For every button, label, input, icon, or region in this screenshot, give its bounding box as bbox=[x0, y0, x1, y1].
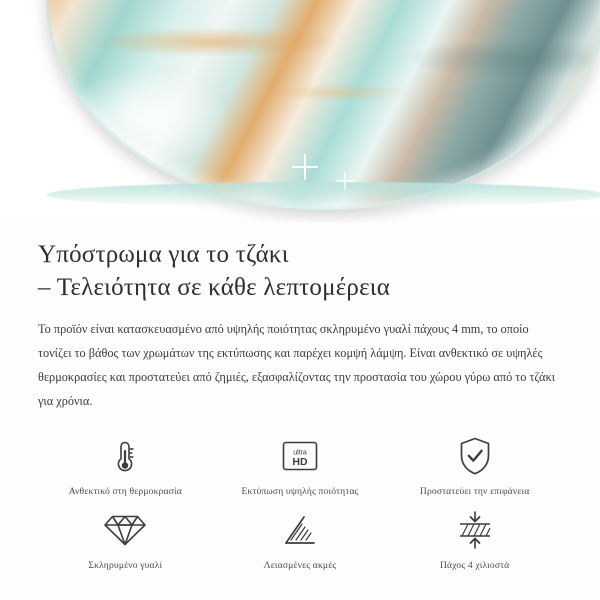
polished-edges-icon bbox=[280, 508, 320, 552]
headline-line-1: Υπόστρωμα για το τζάκι bbox=[38, 241, 289, 268]
hero-image bbox=[0, 0, 600, 222]
disc-edge-highlight bbox=[46, 182, 600, 208]
feature-label: Εκτύπωση υψηλής ποιότητας bbox=[241, 485, 359, 497]
feature-label: Πάχος 4 χιλιοστά bbox=[439, 560, 510, 572]
feature-label: Προστατεύει την επιφάνεια bbox=[419, 485, 530, 497]
feature-item bbox=[213, 504, 388, 574]
shield-check-icon bbox=[457, 434, 493, 478]
ultra-hd-icon bbox=[281, 434, 319, 478]
feature-item bbox=[213, 430, 388, 500]
thermometer-icon bbox=[110, 434, 140, 478]
feature-item bbox=[38, 504, 213, 574]
feature-label: Λειασμένες ακμές bbox=[263, 560, 337, 572]
feature-label: Ανθεκτικό στη θερμοκρασία bbox=[68, 485, 182, 497]
svg-text:ultra: ultra bbox=[293, 449, 307, 457]
content-area bbox=[0, 222, 600, 575]
feature-grid bbox=[38, 430, 562, 575]
feature-label: Σκληρυμένο γυαλί bbox=[88, 560, 163, 572]
page-title bbox=[38, 222, 562, 304]
headline-line-2: – Τελειότητα σε κάθε λεπτομέρεια bbox=[38, 274, 391, 301]
feature-item bbox=[387, 430, 562, 500]
description-paragraph: Το προϊόν είναι κατασκευασμένο από υψηλής ποιότητας σκληρυμένο γυαλί πάχους 4 mm, το οποίο τονίζει το βάθος των χρωμάτων της εκτύπωσης και παρέχει κομψή λάμψη. Είναι ανθεκτικό σε υψηλές θερμοκρασίες και προστατεύει από ζημιές, εξασφαλίζοντας την προστασία του χώρου γύρω από το τζάκι για χρόνια. bbox=[38, 322, 556, 408]
diamond-icon bbox=[104, 508, 146, 552]
feature-item bbox=[38, 430, 213, 500]
svg-text:HD: HD bbox=[292, 455, 308, 468]
thickness-arrows-icon bbox=[455, 508, 495, 552]
feature-item bbox=[387, 504, 562, 574]
